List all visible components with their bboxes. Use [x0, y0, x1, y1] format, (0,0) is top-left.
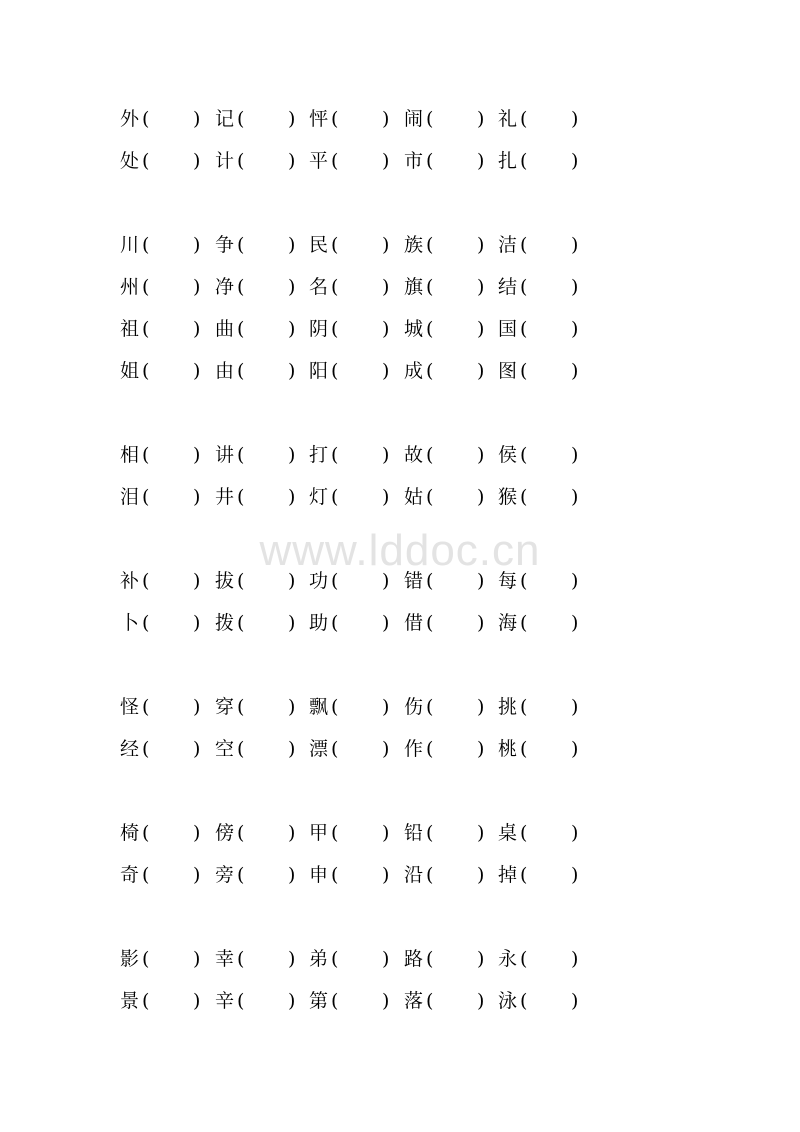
- character-row: [120, 273, 590, 301]
- close-paren: ): [193, 990, 201, 1012]
- close-paren: ): [193, 570, 201, 592]
- open-paren: (: [331, 822, 339, 844]
- close-paren: ): [571, 696, 579, 718]
- open-paren: (: [237, 360, 245, 382]
- close-paren: ): [288, 864, 296, 886]
- close-paren: ): [288, 486, 296, 508]
- character: 州: [120, 276, 140, 298]
- character: 阳: [309, 360, 329, 382]
- open-paren: (: [331, 276, 339, 298]
- character: 外: [120, 108, 140, 130]
- character-row: [120, 231, 590, 259]
- character: 海: [498, 612, 518, 634]
- character: 祖: [120, 318, 140, 340]
- open-paren: (: [142, 486, 150, 508]
- character: 穿: [215, 696, 235, 718]
- open-paren: (: [426, 486, 434, 508]
- character: 净: [215, 276, 235, 298]
- character: 成: [404, 360, 424, 382]
- close-paren: ): [477, 948, 485, 970]
- character-row: [120, 693, 590, 721]
- open-paren: (: [426, 990, 434, 1012]
- open-paren: (: [426, 234, 434, 256]
- close-paren: ): [288, 696, 296, 718]
- close-paren: ): [193, 822, 201, 844]
- character: 补: [120, 570, 140, 592]
- close-paren: ): [571, 108, 579, 130]
- close-paren: ): [477, 612, 485, 634]
- close-paren: ): [382, 150, 390, 172]
- open-paren: (: [520, 864, 528, 886]
- close-paren: ): [571, 864, 579, 886]
- open-paren: (: [520, 444, 528, 466]
- close-paren: ): [193, 444, 201, 466]
- character: 灯: [309, 486, 329, 508]
- open-paren: (: [426, 864, 434, 886]
- close-paren: ): [477, 150, 485, 172]
- close-paren: ): [571, 570, 579, 592]
- open-paren: (: [142, 990, 150, 1012]
- character: 族: [404, 234, 424, 256]
- close-paren: ): [477, 318, 485, 340]
- close-paren: ): [193, 276, 201, 298]
- close-paren: ): [288, 318, 296, 340]
- open-paren: (: [142, 108, 150, 130]
- character: 挑: [498, 696, 518, 718]
- character: 争: [215, 234, 235, 256]
- close-paren: ): [477, 822, 485, 844]
- character: 铅: [404, 822, 424, 844]
- close-paren: ): [571, 948, 579, 970]
- character: 拨: [215, 612, 235, 634]
- character: 姐: [120, 360, 140, 382]
- character: 傍: [215, 822, 235, 844]
- close-paren: ): [193, 696, 201, 718]
- character: 错: [404, 570, 424, 592]
- close-paren: ): [477, 864, 485, 886]
- open-paren: (: [331, 108, 339, 130]
- open-paren: (: [237, 486, 245, 508]
- close-paren: ): [193, 318, 201, 340]
- open-paren: (: [237, 864, 245, 886]
- character: 市: [404, 150, 424, 172]
- close-paren: ): [288, 612, 296, 634]
- open-paren: (: [237, 318, 245, 340]
- character: 图: [498, 360, 518, 382]
- close-paren: ): [571, 360, 579, 382]
- character: 甲: [309, 822, 329, 844]
- character: 申: [309, 864, 329, 886]
- close-paren: ): [477, 108, 485, 130]
- character: 桌: [498, 822, 518, 844]
- close-paren: ): [477, 234, 485, 256]
- open-paren: (: [331, 570, 339, 592]
- character: 侯: [498, 444, 518, 466]
- open-paren: (: [237, 738, 245, 760]
- character: 处: [120, 150, 140, 172]
- character: 相: [120, 444, 140, 466]
- open-paren: (: [142, 318, 150, 340]
- open-paren: (: [520, 318, 528, 340]
- character: 经: [120, 738, 140, 760]
- close-paren: ): [288, 822, 296, 844]
- open-paren: (: [426, 108, 434, 130]
- close-paren: ): [193, 738, 201, 760]
- open-paren: (: [426, 360, 434, 382]
- close-paren: ): [382, 318, 390, 340]
- character: 扎: [498, 150, 518, 172]
- open-paren: (: [520, 570, 528, 592]
- character: 旁: [215, 864, 235, 886]
- open-paren: (: [331, 990, 339, 1012]
- close-paren: ): [288, 360, 296, 382]
- close-paren: ): [193, 486, 201, 508]
- close-paren: ): [477, 444, 485, 466]
- character-row: [120, 945, 590, 973]
- close-paren: ): [288, 990, 296, 1012]
- open-paren: (: [142, 864, 150, 886]
- character: 礼: [498, 108, 518, 130]
- character: 曲: [215, 318, 235, 340]
- character: 国: [498, 318, 518, 340]
- character: 空: [215, 738, 235, 760]
- close-paren: ): [193, 948, 201, 970]
- open-paren: (: [142, 696, 150, 718]
- close-paren: ): [571, 738, 579, 760]
- character: 闹: [404, 108, 424, 130]
- open-paren: (: [520, 738, 528, 760]
- close-paren: ): [288, 738, 296, 760]
- character-row: [120, 861, 590, 889]
- open-paren: (: [520, 990, 528, 1012]
- character: 作: [404, 738, 424, 760]
- open-paren: (: [237, 990, 245, 1012]
- character: 永: [498, 948, 518, 970]
- open-paren: (: [237, 444, 245, 466]
- close-paren: ): [382, 696, 390, 718]
- close-paren: ): [382, 738, 390, 760]
- character: 记: [215, 108, 235, 130]
- close-paren: ): [193, 234, 201, 256]
- open-paren: (: [331, 318, 339, 340]
- character: 讲: [215, 444, 235, 466]
- close-paren: ): [571, 234, 579, 256]
- character: 伤: [404, 696, 424, 718]
- open-paren: (: [520, 822, 528, 844]
- close-paren: ): [288, 150, 296, 172]
- open-paren: (: [142, 360, 150, 382]
- watermark: www.lddoc.cn: [259, 526, 541, 575]
- open-paren: (: [237, 822, 245, 844]
- open-paren: (: [426, 948, 434, 970]
- open-paren: (: [237, 612, 245, 634]
- open-paren: (: [520, 948, 528, 970]
- open-paren: (: [237, 234, 245, 256]
- close-paren: ): [193, 360, 201, 382]
- open-paren: (: [520, 360, 528, 382]
- open-paren: (: [237, 108, 245, 130]
- close-paren: ): [477, 360, 485, 382]
- character: 故: [404, 444, 424, 466]
- open-paren: (: [331, 150, 339, 172]
- open-paren: (: [331, 486, 339, 508]
- character: 弟: [309, 948, 329, 970]
- open-paren: (: [331, 696, 339, 718]
- character: 打: [309, 444, 329, 466]
- open-paren: (: [237, 150, 245, 172]
- character: 漂: [309, 738, 329, 760]
- character: 桃: [498, 738, 518, 760]
- close-paren: ): [477, 990, 485, 1012]
- open-paren: (: [237, 696, 245, 718]
- character: 功: [309, 570, 329, 592]
- open-paren: (: [426, 318, 434, 340]
- character: 奇: [120, 864, 140, 886]
- close-paren: ): [288, 570, 296, 592]
- character-row: [120, 441, 590, 469]
- character: 结: [498, 276, 518, 298]
- character: 民: [309, 234, 329, 256]
- character: 沿: [404, 864, 424, 886]
- character: 阴: [309, 318, 329, 340]
- character: 第: [309, 990, 329, 1012]
- open-paren: (: [142, 822, 150, 844]
- close-paren: ): [382, 276, 390, 298]
- character: 掉: [498, 864, 518, 886]
- open-paren: (: [331, 612, 339, 634]
- character: 城: [404, 318, 424, 340]
- close-paren: ): [571, 486, 579, 508]
- close-paren: ): [571, 150, 579, 172]
- open-paren: (: [426, 150, 434, 172]
- character: 辛: [215, 990, 235, 1012]
- character-row: [120, 105, 590, 133]
- open-paren: (: [142, 738, 150, 760]
- open-paren: (: [520, 150, 528, 172]
- open-paren: (: [142, 948, 150, 970]
- close-paren: ): [382, 234, 390, 256]
- open-paren: (: [331, 234, 339, 256]
- character: 怪: [120, 696, 140, 718]
- open-paren: (: [426, 696, 434, 718]
- close-paren: ): [477, 570, 485, 592]
- close-paren: ): [288, 444, 296, 466]
- character-row: [120, 819, 590, 847]
- character: 拔: [215, 570, 235, 592]
- character: 由: [215, 360, 235, 382]
- close-paren: ): [382, 108, 390, 130]
- open-paren: (: [237, 276, 245, 298]
- close-paren: ): [477, 696, 485, 718]
- open-paren: (: [426, 612, 434, 634]
- close-paren: ): [288, 108, 296, 130]
- close-paren: ): [382, 444, 390, 466]
- character: 借: [404, 612, 424, 634]
- open-paren: (: [426, 276, 434, 298]
- close-paren: ): [571, 990, 579, 1012]
- close-paren: ): [382, 864, 390, 886]
- character-row: [120, 987, 590, 1015]
- character: 影: [120, 948, 140, 970]
- character: 泳: [498, 990, 518, 1012]
- character: 川: [120, 234, 140, 256]
- close-paren: ): [571, 318, 579, 340]
- character: 旗: [404, 276, 424, 298]
- close-paren: ): [477, 276, 485, 298]
- character: 幸: [215, 948, 235, 970]
- open-paren: (: [520, 696, 528, 718]
- open-paren: (: [520, 486, 528, 508]
- character: 怦: [309, 108, 329, 130]
- open-paren: (: [142, 234, 150, 256]
- open-paren: (: [426, 444, 434, 466]
- open-paren: (: [520, 108, 528, 130]
- open-paren: (: [331, 738, 339, 760]
- close-paren: ): [571, 444, 579, 466]
- character: 井: [215, 486, 235, 508]
- character: 姑: [404, 486, 424, 508]
- close-paren: ): [477, 486, 485, 508]
- close-paren: ): [193, 108, 201, 130]
- character-row: [120, 609, 590, 637]
- open-paren: (: [520, 234, 528, 256]
- open-paren: (: [237, 570, 245, 592]
- open-paren: (: [142, 570, 150, 592]
- open-paren: (: [331, 948, 339, 970]
- close-paren: ): [288, 276, 296, 298]
- character: 椅: [120, 822, 140, 844]
- character: 助: [309, 612, 329, 634]
- close-paren: ): [571, 822, 579, 844]
- character-row: [120, 357, 590, 385]
- character-row: [120, 483, 590, 511]
- close-paren: ): [571, 276, 579, 298]
- open-paren: (: [237, 948, 245, 970]
- close-paren: ): [193, 612, 201, 634]
- character: 卜: [120, 612, 140, 634]
- character-row: [120, 735, 590, 763]
- close-paren: ): [382, 360, 390, 382]
- open-paren: (: [331, 444, 339, 466]
- character: 平: [309, 150, 329, 172]
- open-paren: (: [331, 360, 339, 382]
- open-paren: (: [426, 822, 434, 844]
- close-paren: ): [382, 948, 390, 970]
- open-paren: (: [426, 738, 434, 760]
- open-paren: (: [142, 150, 150, 172]
- close-paren: ): [288, 948, 296, 970]
- character: 名: [309, 276, 329, 298]
- close-paren: ): [571, 612, 579, 634]
- close-paren: ): [382, 822, 390, 844]
- character: 飘: [309, 696, 329, 718]
- character: 落: [404, 990, 424, 1012]
- open-paren: (: [426, 570, 434, 592]
- character: 景: [120, 990, 140, 1012]
- character: 每: [498, 570, 518, 592]
- open-paren: (: [520, 612, 528, 634]
- close-paren: ): [193, 864, 201, 886]
- character-row: [120, 147, 590, 175]
- close-paren: ): [288, 234, 296, 256]
- close-paren: ): [193, 150, 201, 172]
- close-paren: ): [382, 990, 390, 1012]
- character: 猴: [498, 486, 518, 508]
- character: 路: [404, 948, 424, 970]
- close-paren: ): [382, 612, 390, 634]
- open-paren: (: [331, 864, 339, 886]
- character: 泪: [120, 486, 140, 508]
- character: 计: [215, 150, 235, 172]
- close-paren: ): [382, 570, 390, 592]
- close-paren: ): [477, 738, 485, 760]
- character-row: [120, 315, 590, 343]
- character: 洁: [498, 234, 518, 256]
- open-paren: (: [520, 276, 528, 298]
- open-paren: (: [142, 276, 150, 298]
- open-paren: (: [142, 444, 150, 466]
- open-paren: (: [142, 612, 150, 634]
- close-paren: ): [382, 486, 390, 508]
